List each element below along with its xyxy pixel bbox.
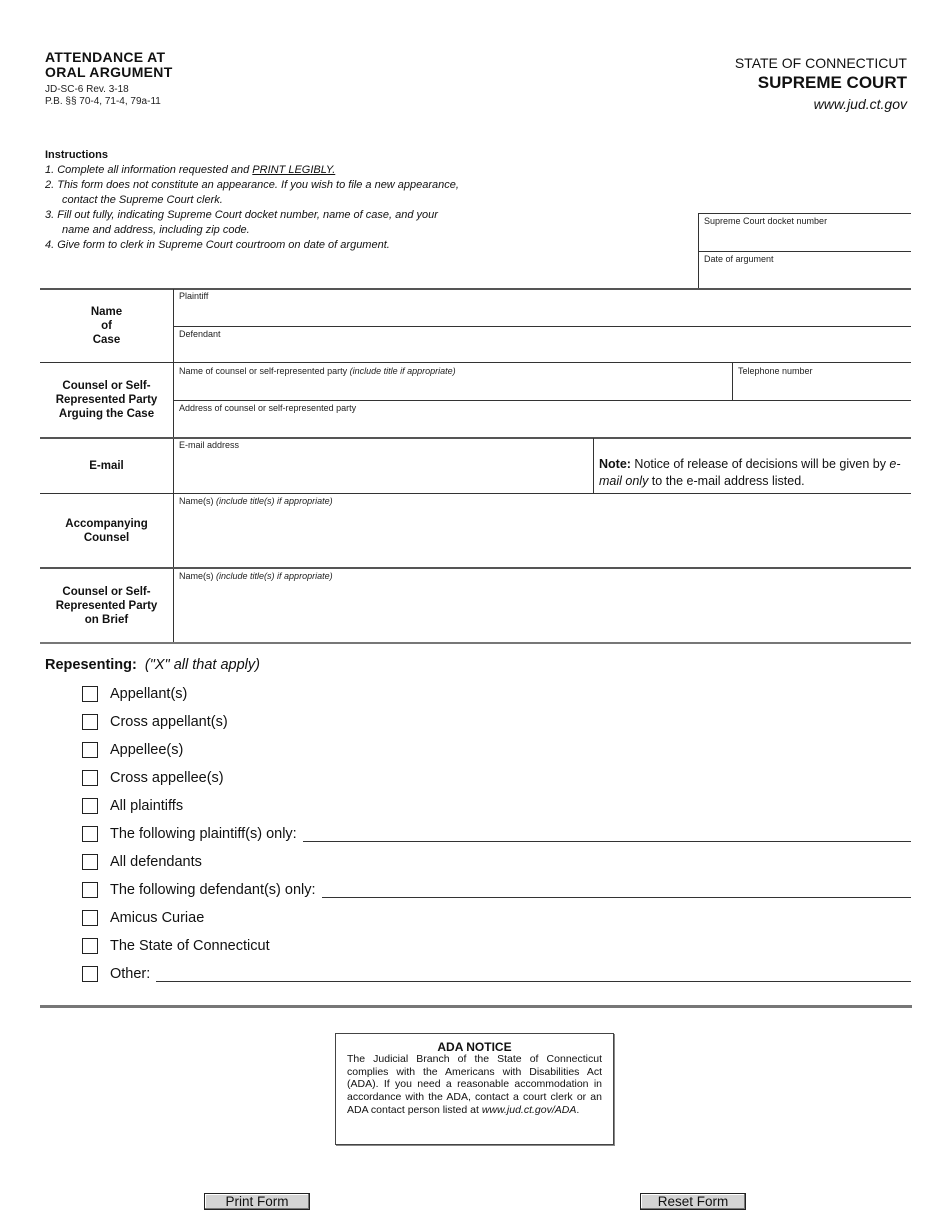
brief-counsel-label: Counsel or Self-Represented Party on Brief xyxy=(55,585,158,626)
counsel-name-label: Name of counsel or self-represented party (include title if appropriate) xyxy=(179,366,456,376)
instruction-1: 1. Complete all information requested and PRINT LEGIBLY. xyxy=(45,164,336,176)
following-plaintiffs-field[interactable] xyxy=(303,827,911,842)
option-amicus-curiae[interactable]: Amicus Curiae xyxy=(82,910,911,926)
instruction-2: 2. This form does not constitute an appearance. If you wish to file a new appearance, contact the Supreme Court clerk. xyxy=(45,179,459,206)
brief-names-field[interactable] xyxy=(174,583,911,641)
checkbox[interactable] xyxy=(82,966,98,982)
form-title-line2: ORAL ARGUMENT xyxy=(45,64,173,80)
checkbox[interactable] xyxy=(82,854,98,870)
reset-form-button[interactable]: Reset Form xyxy=(640,1193,746,1210)
option-other[interactable]: Other: xyxy=(82,966,911,982)
other-field[interactable] xyxy=(156,967,911,982)
form-id: JD-SC-6 Rev. 3-18 xyxy=(45,84,129,95)
court-name: SUPREME COURT xyxy=(757,73,907,92)
print-form-button[interactable]: Print Form xyxy=(204,1193,310,1210)
ada-link[interactable]: www.jud.ct.gov/ADA xyxy=(481,1103,577,1116)
instruction-4: 4. Give form to clerk in Supreme Court courtroom on date of argument. xyxy=(45,239,390,251)
option-all-plaintiffs[interactable]: All plaintiffs xyxy=(82,798,911,814)
option-cross-appellants[interactable]: Cross appellant(s) xyxy=(82,714,911,730)
ada-text: The Judicial Branch of the State of Connecticut complies with the Americans with Disabilities Act (ADA). If you need a reasonable accommodation in accordance with the ADA, contact a court clerk or an ADA contact person listed at www.jud.ct.gov/ADA. xyxy=(347,1053,602,1116)
accompanying-counsel-label: Accompanying Counsel xyxy=(65,518,148,544)
email-row-label: E-mail xyxy=(89,460,124,472)
instruction-3: 3. Fill out fully, indicating Supreme Court docket number, name of case, and your name and address, including zip code. xyxy=(45,209,438,236)
email-note: Note: Notice of release of decisions will be given by e-mail only to the e-mail address listed. xyxy=(599,457,901,488)
section-divider xyxy=(40,1005,912,1008)
address-field[interactable] xyxy=(174,415,911,437)
checkbox[interactable] xyxy=(82,910,98,926)
representing-heading: Repesenting: ("X" all that apply) xyxy=(45,657,260,673)
email-field[interactable] xyxy=(174,452,592,492)
option-cross-appellees[interactable]: Cross appellee(s) xyxy=(82,770,911,786)
ada-notice xyxy=(335,1033,614,1145)
checkbox[interactable] xyxy=(82,938,98,954)
option-all-defendants[interactable]: All defendants xyxy=(82,854,911,870)
checkbox[interactable] xyxy=(82,770,98,786)
option-appellees[interactable]: Appellee(s) xyxy=(82,742,911,758)
following-defendants-field[interactable] xyxy=(322,883,911,898)
practice-book-rules: P.B. §§ 70-4, 71-4, 79a-11 xyxy=(45,96,161,107)
accompanying-names-label: Name(s) (include title(s) if appropriate) xyxy=(179,496,333,506)
plaintiff-field[interactable] xyxy=(174,303,911,325)
form-title-line1: ATTENDANCE AT xyxy=(45,49,166,65)
email-label: E-mail address xyxy=(179,440,240,450)
name-of-case-label: Name of Case xyxy=(90,305,123,346)
state-name: STATE OF CONNECTICUT xyxy=(734,55,907,71)
docket-number-field[interactable] xyxy=(699,228,910,250)
defendant-label: Defendant xyxy=(179,329,221,339)
defendant-field[interactable] xyxy=(174,341,911,362)
checkbox[interactable] xyxy=(82,882,98,898)
accompanying-names-field[interactable] xyxy=(174,508,911,566)
docket-number-label: Supreme Court docket number xyxy=(704,216,828,226)
date-of-argument-field[interactable] xyxy=(699,266,910,288)
address-label: Address of counsel or self-represented party xyxy=(179,403,357,413)
date-of-argument-label: Date of argument xyxy=(704,254,774,264)
website: www.jud.ct.gov xyxy=(813,96,907,112)
instructions xyxy=(45,148,465,253)
brief-names-label: Name(s) (include title(s) if appropriate) xyxy=(179,571,333,581)
option-following-plaintiffs[interactable]: The following plaintiff(s) only: xyxy=(82,826,911,842)
checkbox[interactable] xyxy=(82,798,98,814)
option-appellants[interactable]: Appellant(s) xyxy=(82,686,911,702)
ada-heading: ADA NOTICE xyxy=(437,1040,512,1054)
counsel-name-field[interactable] xyxy=(174,378,731,400)
checkbox[interactable] xyxy=(82,714,98,730)
form-title xyxy=(45,50,173,80)
checkbox[interactable] xyxy=(82,742,98,758)
option-state-of-connecticut[interactable]: The State of Connecticut xyxy=(82,938,911,954)
option-following-defendants[interactable]: The following defendant(s) only: xyxy=(82,882,911,898)
telephone-label: Telephone number xyxy=(738,366,813,376)
checkbox[interactable] xyxy=(82,686,98,702)
checkbox[interactable] xyxy=(82,826,98,842)
counsel-arguing-label: Counsel or Self-Represented Party Arguing the Case xyxy=(55,380,158,420)
plaintiff-label: Plaintiff xyxy=(179,291,209,301)
telephone-field[interactable] xyxy=(733,378,911,400)
instructions-heading: Instructions xyxy=(45,149,108,161)
